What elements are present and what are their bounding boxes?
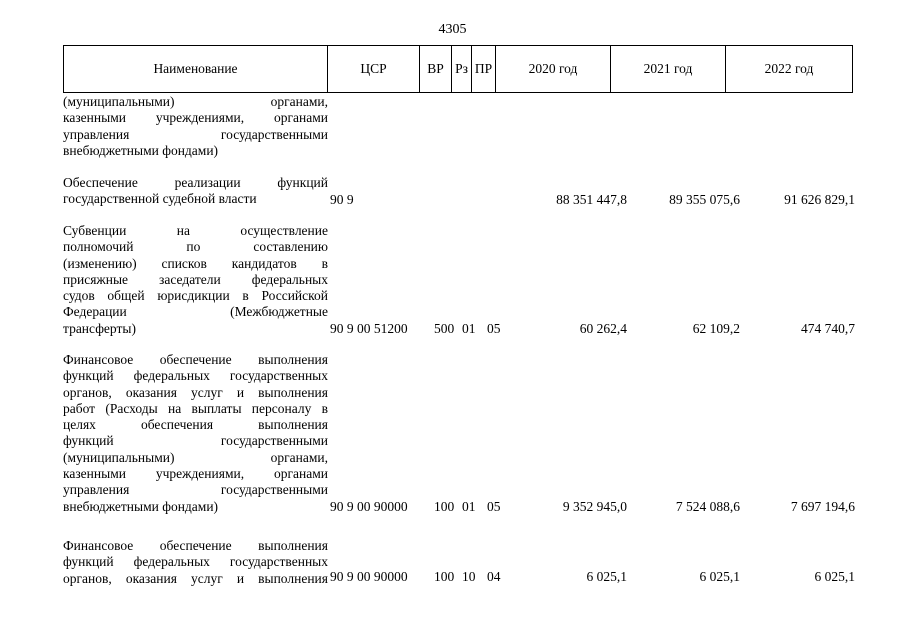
row-name: [63, 94, 328, 159]
name-line: трансферты): [63, 320, 136, 336]
name-line: функций федеральных государственных: [63, 368, 328, 384]
cell-csr: 90 9: [330, 192, 354, 207]
row-name: [63, 352, 328, 515]
name-line: (муниципальными) органами,: [63, 94, 328, 109]
name-line: органов, оказания услуг и выполнения: [63, 384, 328, 400]
header-2020: 2020 год: [496, 46, 611, 92]
cell-2022: 474 740,7: [801, 321, 855, 336]
cell-csr: 90 9 00 51200: [330, 321, 408, 336]
cell-vr: 500: [434, 321, 455, 336]
name-line: полномочий по составлению: [63, 239, 328, 255]
name-line: казенными учреждениями, органами: [63, 466, 328, 482]
cell-2022: 91 626 829,1: [784, 192, 855, 207]
name-line: Обеспечение реализации функций: [63, 175, 328, 190]
page-number: 4305: [438, 22, 467, 37]
cell-2022: 7 697 194,6: [790, 499, 855, 514]
name-line: судов общей юрисдикции в Российской: [63, 288, 328, 304]
name-line: органов, оказания услуг и выполнения: [63, 570, 328, 586]
cell-vr: 100: [434, 569, 455, 584]
name-line: присяжные заседатели федеральных: [63, 271, 328, 287]
header-pr: ПР: [472, 46, 496, 92]
cell-2021: 7 524 088,6: [675, 499, 740, 514]
name-line: Субвенции на осуществление: [63, 223, 328, 238]
cell-csr: 90 9 00 90000: [330, 569, 408, 584]
cell-pr: 05: [487, 499, 501, 514]
name-line: управления государственными: [63, 126, 328, 142]
name-line: внебюджетными фондами): [63, 142, 219, 158]
cell-2020: 88 351 447,8: [556, 192, 627, 207]
cell-csr: 90 9 00 90000: [330, 499, 408, 514]
name-line: государственной судебной власти: [63, 191, 257, 207]
cell-2021: 6 025,1: [699, 569, 740, 584]
table-header: [63, 45, 853, 93]
cell-rz: 01: [462, 499, 476, 514]
header-vr: ВР: [420, 46, 452, 92]
cell-rz: 01: [462, 321, 476, 336]
cell-2020: 60 262,4: [579, 321, 627, 336]
row-name: [63, 538, 328, 587]
name-line: Федерации (Межбюджетные: [63, 304, 328, 320]
name-line: функций федеральных государственных: [63, 554, 328, 570]
cell-pr: 05: [487, 321, 501, 336]
name-line: управления государственными: [63, 482, 328, 498]
cell-rz: 10: [462, 569, 476, 584]
row-name: [63, 175, 328, 208]
header-rz: Рз: [452, 46, 472, 92]
name-line: (изменению) списков кандидатов в: [63, 255, 328, 271]
header-name: Наименование: [64, 46, 328, 92]
cell-vr: 100: [434, 499, 455, 514]
row-name: [63, 223, 328, 337]
cell-2021: 62 109,2: [692, 321, 740, 336]
name-line: работ (Расходы на выплаты персоналу в: [63, 400, 328, 416]
cell-pr: 04: [487, 569, 501, 584]
header-csr: ЦСР: [328, 46, 420, 92]
name-line: Финансовое обеспечение выполнения: [63, 352, 328, 367]
cell-2020: 9 352 945,0: [562, 499, 627, 514]
cell-2022: 6 025,1: [814, 569, 855, 584]
name-line: (муниципальными) органами,: [63, 449, 328, 465]
cell-2020: 6 025,1: [586, 569, 627, 584]
name-line: функций государственными: [63, 433, 328, 449]
name-line: казенными учреждениями, органами: [63, 110, 328, 126]
header-2022: 2022 год: [764, 61, 814, 76]
header-2021: 2021 год: [611, 46, 726, 92]
name-line: внебюджетными фондами): [63, 498, 219, 514]
name-line: целях обеспечения выполнения: [63, 417, 328, 433]
name-line: Финансовое обеспечение выполнения: [63, 538, 328, 553]
cell-2021: 89 355 075,6: [669, 192, 740, 207]
